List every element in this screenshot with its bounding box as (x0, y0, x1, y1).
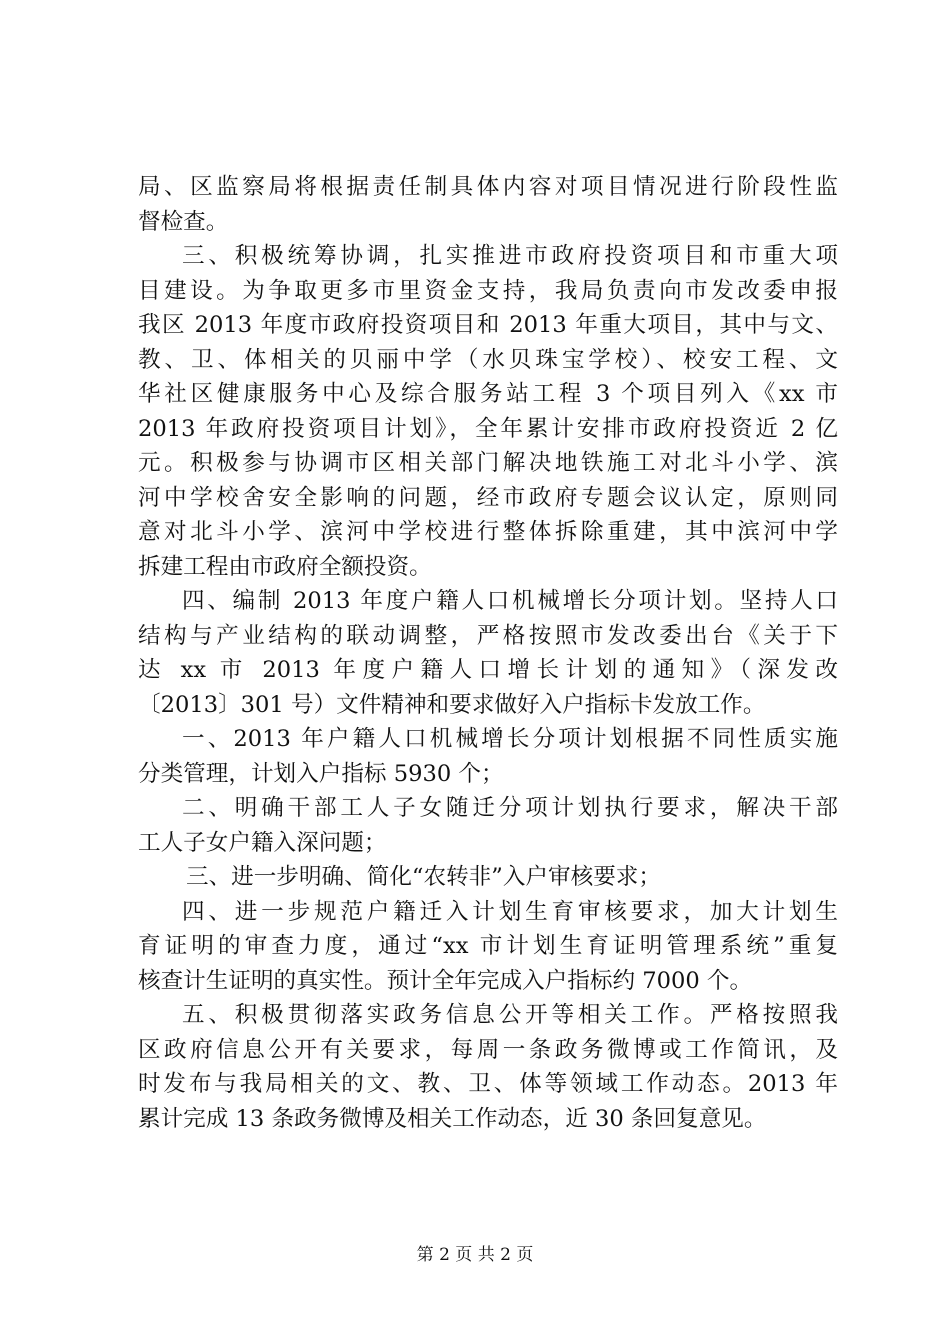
text-line: 意对北斗小学、滨河中学校进行整体拆除重建，其中滨河中学 (138, 519, 838, 545)
text-line: 河中学校舍安全影响的问题，经市政府专题会议认定，原则同 (138, 484, 838, 511)
paragraph-start-line: 二、明确干部工人子女随迁分项计划执行要求，解决干部 (182, 795, 838, 821)
document-body (138, 170, 838, 1136)
text-line: 达 xx 市 2013 年度户籍人口增长计划的通知》（深发改 (138, 657, 838, 683)
text-line: 结构与产业结构的联动调整，严格按照市发改委出台《关于下 (138, 622, 838, 649)
page-number: 第 2 页 共 2 页 (416, 1245, 534, 1265)
text-line: 时发布与我局相关的文、教、卫、体等领域工作动态。2013 年 (138, 1071, 838, 1097)
text-line: 育证明的审查力度，通过“xx 市计划生育证明管理系统”重复 (138, 933, 838, 959)
paragraph-start-line: 四、进一步规范户籍迁入计划生育审核要求，加大计划生 (182, 898, 838, 925)
text-line: 局、区监察局将根据责任制具体内容对项目情况进行阶段性监 (138, 174, 838, 200)
text-line: 分类管理，计划入户指标 5930 个； (138, 760, 504, 787)
text-line: 元。积极参与协调市区相关部门解决地铁施工对北斗小学、滨 (138, 450, 838, 476)
text-line: 区政府信息公开有关要求，每周一条政务微博或工作简讯，及 (138, 1036, 838, 1063)
text-line: 2013 年政府投资项目计划》，全年累计安排市政府投资近 2 亿 (138, 415, 838, 442)
text-line: 督检查。 (138, 208, 229, 235)
text-line: 累计完成 13 条政务微博及相关工作动态，近 30 条回复意见。 (138, 1105, 767, 1132)
text-line: 教、卫、体相关的贝丽中学（水贝珠宝学校）、校安工程、文 (138, 346, 838, 373)
text-line: 我区 2013 年度市政府投资项目和 2013 年重大项目，其中与文、 (138, 312, 838, 338)
text-line: 工人子女户籍入深问题； (138, 829, 387, 856)
text-line: 华社区健康服务中心及综合服务站工程 3 个项目列入《xx 市 (138, 381, 838, 407)
paragraph-start-line: 三、积极统筹协调，扎实推进市政府投资项目和市重大项 (182, 243, 838, 269)
text-line: 核查计生证明的真实性。预计全年完成入户指标约 7000 个。 (138, 967, 753, 994)
paragraph-start-line: 三、进一步明确、简化“农转非”入户审核要求； (186, 864, 661, 890)
paragraph-start-line: 一、2013 年户籍人口机械增长分项计划根据不同性质实施 (182, 726, 838, 752)
page-footer (0, 1243, 950, 1267)
text-line: 目建设。为争取更多市里资金支持，我局负责向市发改委申报 (138, 277, 838, 304)
paragraph-start-line: 四、编制 2013 年度户籍人口机械增长分项计划。坚持人口 (182, 588, 838, 614)
text-line: 〔2013〕301 号）文件精神和要求做好入户指标卡发放工作。 (138, 691, 766, 718)
text-line: 拆建工程由市政府全额投资。 (138, 553, 432, 580)
paragraph-start-line: 五、积极贯彻落实政务信息公开等相关工作。严格按照我 (182, 1002, 838, 1028)
